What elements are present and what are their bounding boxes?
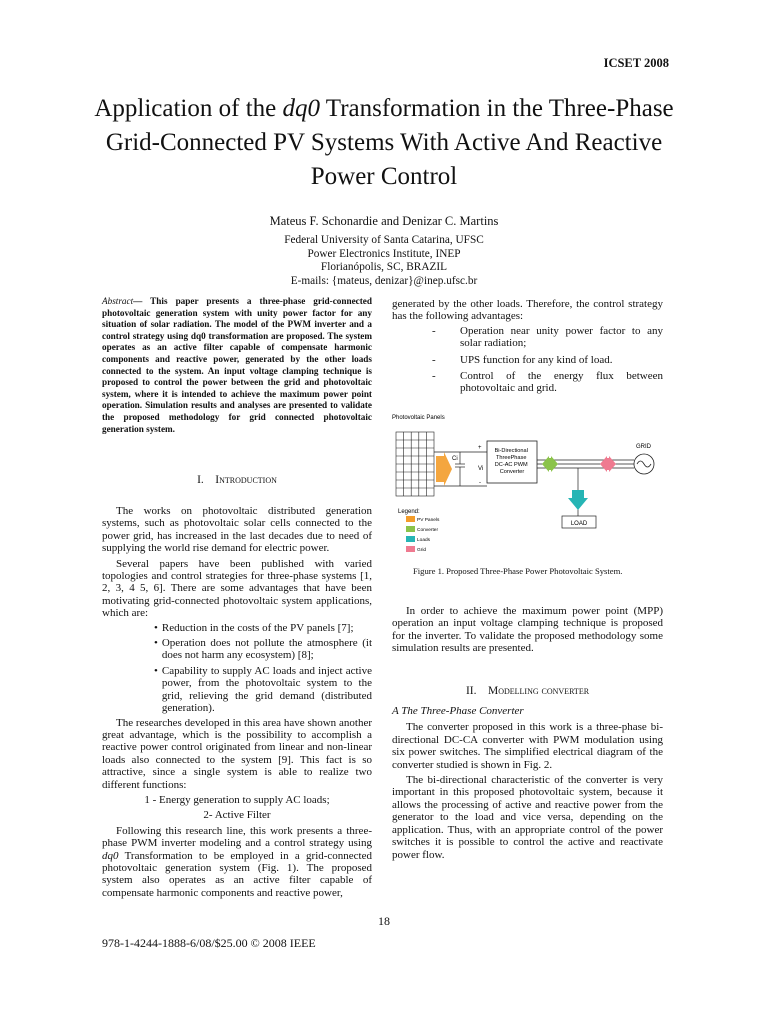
pv-power-arrow [436,452,452,486]
affiliation-line: Power Electronics Institute, INEP [307,247,461,260]
section-heading-modelling [392,685,663,697]
intro-paragraph: The researches developed in this area have shown another great advantage, which is the possibility to accomplish a reactive power control originated from linear and non-linear loads also connected to the system [9]. This fact is so attractive, since a single system is able to realize two different functions: [102,716,372,791]
bullet-item: • Capability to supply AC loads and inject active power, from the photovoltaic system to the grid, relieving the grid demand (distributed generation). [154,664,372,715]
intro-paragraph: Several papers have been published with varied topologies and control strategies for three-phase systems [1, 2, 3, 4 5, 6]. There are some advantages that have been motivating grid-connected photovoltaic system applications, which are: [102,557,372,620]
capacitor-label: Ci [452,456,458,462]
right-column-top [392,298,663,395]
legend-swatch [406,536,415,542]
pv-panel-array [396,432,434,496]
affiliation-line: Florianópolis, SC, BRAZIL [320,261,448,274]
section-number: II. [465,684,477,697]
advantage-item: - UPS function for any kind of load. [432,353,613,366]
abstract-label: Abstract [102,296,134,306]
minus-sign: - [479,480,481,486]
intro-paragraph: Following this research line, this work presents a three-phase PWM inverter modeling and a control strategy using dq0 Transformation to be employed in a grid-connected photovoltaic generation system (Fig. 1). The proposed system also operates as an active filter capable of compensate harmonic components and reactive power, [102,824,372,899]
converter-label: Bi-Directional ThreePhase DC-AC PWM Converter [494,448,528,475]
copyright-footer: 978-1-4244-1888-6/08/$25.00 © 2008 IEEE [102,936,316,950]
authors: Mateus F. Schonardie and Denizar C. Martins [269,214,499,228]
bullet-item: • Reduction in the costs of the PV panels [7]; [154,621,354,634]
legend-label: Converter [417,528,439,533]
legend-label: PV Panels [417,518,440,523]
paragraph: In order to achieve the maximum power point (MPP) operation an input voltage clamping technique is proposed for the inverter. To validate the proposed methodology some simulation results are presented. [392,605,663,655]
paper-title [90,92,678,194]
affiliation-line: Federal University of Santa Catarina, UFSC [284,234,484,246]
title-part-1: Application of the [94,95,283,122]
load-label: LOAD [570,521,588,527]
voltage-label: Vi [478,466,484,472]
bullet-list [154,622,372,715]
paragraph: generated by the other loads. Therefore, the control strategy has the following advantages: [392,298,663,323]
figure-caption: Figure 1. Proposed Three-Phase Power Photovoltaic System. [413,566,623,576]
conference-label: ICSET 2008 [603,56,669,70]
affiliation [0,234,768,288]
section-number: I. [197,474,204,486]
converter-power-arrows [542,456,558,472]
section-title: Introduction [215,474,277,486]
legend-title: Legend: [398,509,420,515]
title-dq0: dq0 [282,95,320,122]
intro-paragraph: The works on photovoltaic distributed generation systems, such as photovoltaic solar cells connected to the power grid, has increased in the last decades due to need of supplying the world rise demand for electric power. [102,505,372,555]
legend-label: Loads [417,538,431,543]
advantages-list [432,325,663,395]
legend [406,516,440,553]
panels-label: Photovoltaic Panels [392,415,445,421]
intro-body [102,505,372,899]
legend-label: Grid [417,548,427,553]
affiliation-email: E-mails: {mateus, denizar}@inep.ufsc.br [290,274,478,287]
page-number: 18 [378,914,390,928]
right-column-body [392,605,663,861]
legend-swatch [406,546,415,552]
section-heading-introduction [102,474,372,486]
function-item: 2- Active Filter [203,809,271,822]
grid-label: GRID [636,444,651,450]
abstract-text: — This paper presents a three-phase grid-connected photovoltaic generation system with unity power factor for any situation of solar radiation. The model of the PWM inverter and a control strategy using dq0 transformation are proposed. The system operates as an active filter capable of compensate harmonic components and reactive power, generated by the other loads connected to the system. An input voltage clamping technique is proposed to control the power between the grid and photovoltaic system, where it is intended to achieve the maximum power point operation. Simulation results and analyses are presented to validate the proposed methodology for grid connected photovoltaic generation system. [102,296,372,434]
title-part-2: Transformation in the Three-Phase Grid-Connected PV Systems With Active And Reactive Power Control [105,95,674,190]
bullet-item: • Operation does not pollute the atmosphere (it does not harm any ecosystem) [8]; [154,637,372,662]
paragraph: The bi-directional characteristic of the converter is very important in this proposed photovoltaic system, because it allows the processing of active and reactive power from the generator to the load and vice versa, depending on the application. Thus, with an appropriate control of the power switches it is possible to control the active and reactivate power flow. [392,774,663,861]
abstract [102,296,372,435]
paragraph: The converter proposed in this work is a three-phase bi-directional DC-CA converter with PWM modulation using six power switches. The simplified electrical diagram of the converter studied is shown in Fig. 2. [392,721,663,771]
advantage-item: - Operation near unity power factor to any solar radiation; [432,324,663,350]
grid-power-arrows [600,456,616,472]
plus-sign: + [478,445,482,451]
legend-swatch [406,526,415,532]
section-title: Modelling converter [487,684,590,697]
figure-1-diagram [392,412,670,560]
advantage-item: - Control of the energy flux between photovoltaic and grid. [432,370,663,395]
function-item: 1 - Energy generation to supply AC loads; [144,793,330,806]
legend-swatch [406,516,415,522]
dq0-term: dq0 [102,849,119,862]
loads-power-arrow [568,490,588,510]
subsection-heading: A The Three-Phase Converter [392,705,524,718]
